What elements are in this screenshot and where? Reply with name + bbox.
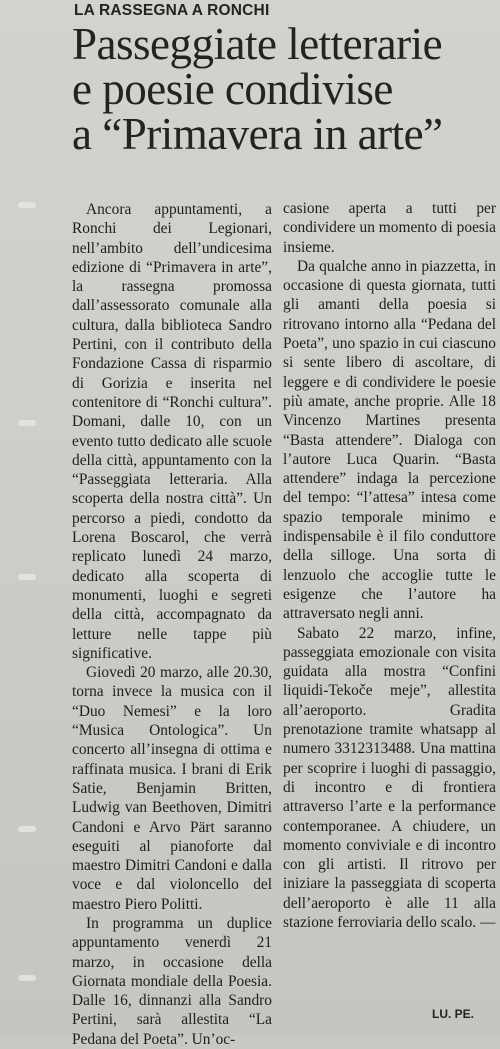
article-headline — [72, 19, 472, 159]
paragraph: Ancora appuntamenti, a Ronchi dei Legionari, nell’ambito dell’undicesima edizione di “Primavera in arte”, la rassegna promossa dall’assessorato comunale alla cultura, dalla biblioteca Sandro Pertini, con il contributo della Fondazione Cassa di risparmio di Gorizia e inserita nel contenitore di “Ronchi cultura”. Domani, dalle 10, con un evento tutto dedicato alle scuole della città, appuntamento con la “Passeggiata letteraria. Alla scoperta della nostra città”. Un percorso a piedi, condotto da Lorena Boscarol, che verrà replicato lunedì 24 marzo, dedicato alla scoperta di monumenti, luoghi e segreti della città, accompagnato da letture nelle tappe più significative. — [72, 201, 272, 662]
paragraph: Da qualche anno in piazzetta, in occasione di questa giornata, tutti gli amanti della poesia si ritrovano intorno alla “Pedana del Poeta”, uno spazio in cui ciascuno si sente libero di ascoltare, di leggere e di condividere le poesie più amate, anche proprie. Alle 18 Vincenzo Martines presenta “Basta attendere”. Dialoga con l’autore Luca Quarin. “Basta attendere” indaga la percezione del tempo: “l’attesa” intesa come spazio temporale minimo e indispensabile è il filo conduttore della silloge. Una sorta di lenzuolo che accoglie tutte le esigenze che l’autore ha attraversato negli anni. — [283, 257, 496, 623]
paragraph: In programma un duplice appuntamento venerdì 21 marzo, in occasione della Giornata mondiale della Poesia. Dalle 16, dinnanzi alla Sandro Pertini, sarà allestita “La Pedana del Poeta”. Un’oc- — [72, 914, 272, 1048]
article-column-left — [72, 200, 272, 1049]
paragraph: Giovedì 20 marzo, alle 20.30, torna invece la musica con il “Duo Nemesi” e la loro “Musica Ontologica”. Un concerto all’insegna di ottima e raffinata musica. I brani di Erik Satie, Benjamin Britten, Ludwig van Beethoven, Dimitri Candoni e Arvo Pärt saranno eseguiti al pianoforte dal maestro Dimitri Candoni e dalla voce e dal violoncello del maestro Piero Politti. — [72, 664, 272, 913]
article-column-right — [283, 199, 496, 932]
headline-line-1: Passeggiate letterarie — [72, 19, 443, 69]
paragraph: casione aperta a tutti per condividere un momento di poesia insieme. — [283, 200, 496, 256]
article-kicker: LA RASSEGNA A RONCHI — [74, 2, 270, 19]
headline-line-3: a “Primavera in arte” — [72, 109, 443, 159]
headline-line-2: e poesie condivise — [72, 64, 393, 114]
paragraph: Sabato 22 marzo, infine, passeggiata emozionale con visita guidata alla mostra “Confini liquidi-Tekoče meje”, allestita all’aeroporto. Gradita prenotazione tramite whatsapp al numero 3312313488. Una mattina per scoprire i luoghi di passaggio, di incontro e di frontiera attraverso l’arte e la performance contemporanee. A chiudere, un momento conviviale e di incontro con gli artisti. Il ritrovo per iniziare la passeggiata di scoperta dell’aeroporto è alle 11 alla stazione ferroviaria dello scalo. — — [283, 624, 496, 931]
author-initials: LU. PE. — [432, 1007, 475, 1021]
